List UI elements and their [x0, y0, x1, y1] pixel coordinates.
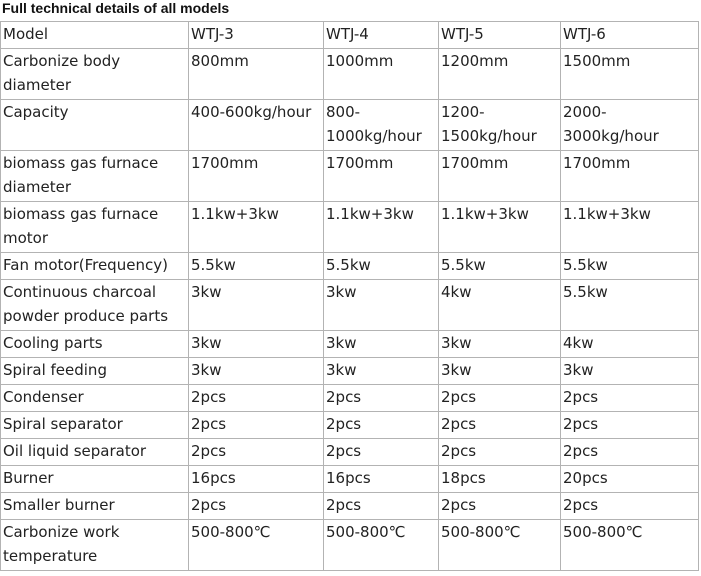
header-cell-wtj-3: WTJ-3 [189, 22, 324, 49]
row-label: Burner [1, 466, 189, 493]
table-cell: 2pcs [439, 493, 561, 520]
table-cell: 800mm [189, 49, 324, 100]
row-label: Continuous charcoal powder produce parts [1, 280, 189, 331]
row-label: Spiral feeding [1, 358, 189, 385]
table-cell: 2pcs [561, 412, 699, 439]
table-cell: 1.1kw+3kw [324, 202, 439, 253]
header-cell-wtj-4: WTJ-4 [324, 22, 439, 49]
table-cell: 400-600kg/hour [189, 100, 324, 151]
table-cell: 5.5kw [561, 280, 699, 331]
table-row [1, 253, 699, 280]
table-cell: 20pcs [561, 466, 699, 493]
table-cell: 3kw [439, 358, 561, 385]
table-cell: 2pcs [189, 412, 324, 439]
table-row [1, 439, 699, 466]
table-cell: 3kw [189, 358, 324, 385]
table-cell: 1200mm [439, 49, 561, 100]
table-cell: 1700mm [561, 151, 699, 202]
table-cell: 3kw [439, 331, 561, 358]
table-row [1, 49, 699, 100]
table-row [1, 412, 699, 439]
table-row [1, 466, 699, 493]
table-cell: 2pcs [189, 385, 324, 412]
table-cell: 5.5kw [324, 253, 439, 280]
table-cell: 500-800℃ [439, 520, 561, 571]
table-cell: 1700mm [439, 151, 561, 202]
table-row [1, 202, 699, 253]
table-cell: 5.5kw [439, 253, 561, 280]
header-cell-model: Model [1, 22, 189, 49]
table-cell: 3kw [324, 331, 439, 358]
page-title: Full technical details of all models [2, 0, 230, 16]
table-cell: 500-800℃ [324, 520, 439, 571]
table-cell: 5.5kw [189, 253, 324, 280]
table-cell: 2pcs [189, 439, 324, 466]
row-label: biomass gas furnace diameter [1, 151, 189, 202]
table-row [1, 358, 699, 385]
table-cell: 2pcs [561, 439, 699, 466]
table-cell: 4kw [561, 331, 699, 358]
table-cell: 2pcs [439, 385, 561, 412]
table-cell: 2pcs [324, 493, 439, 520]
row-label: Capacity [1, 100, 189, 151]
row-label: Spiral separator [1, 412, 189, 439]
table-cell: 3kw [324, 280, 439, 331]
table-cell: 4kw [439, 280, 561, 331]
row-label: Condenser [1, 385, 189, 412]
table-cell: 800-1000kg/hour [324, 100, 439, 151]
table-row [1, 151, 699, 202]
table-cell: 1.1kw+3kw [439, 202, 561, 253]
table-cell: 2pcs [324, 385, 439, 412]
row-label: Oil liquid separator [1, 439, 189, 466]
table-cell: 3kw [561, 358, 699, 385]
table-cell: 2pcs [439, 439, 561, 466]
row-label: Carbonize work temperature [1, 520, 189, 571]
table-cell: 1000mm [324, 49, 439, 100]
table-cell: 500-800℃ [561, 520, 699, 571]
table-row [1, 520, 699, 571]
table-cell: 2pcs [439, 412, 561, 439]
table-cell: 2pcs [189, 493, 324, 520]
row-label: Fan motor(Frequency) [1, 253, 189, 280]
table-cell: 5.5kw [561, 253, 699, 280]
table-cell: 1700mm [324, 151, 439, 202]
table-cell: 2pcs [324, 439, 439, 466]
table-cell: 2pcs [324, 412, 439, 439]
table-cell: 1200-1500kg/hour [439, 100, 561, 151]
table-cell: 3kw [324, 358, 439, 385]
table-cell: 3kw [189, 280, 324, 331]
table-cell: 3kw [189, 331, 324, 358]
row-label: Smaller burner [1, 493, 189, 520]
specs-table [0, 21, 699, 571]
table-row [1, 280, 699, 331]
row-label: biomass gas furnace motor [1, 202, 189, 253]
header-cell-wtj-6: WTJ-6 [561, 22, 699, 49]
table-cell: 2000-3000kg/hour [561, 100, 699, 151]
table-cell: 1500mm [561, 49, 699, 100]
row-label: Carbonize body diameter [1, 49, 189, 100]
table-cell: 16pcs [189, 466, 324, 493]
table-row [1, 493, 699, 520]
table-row [1, 100, 699, 151]
table-cell: 16pcs [324, 466, 439, 493]
row-label: Cooling parts [1, 331, 189, 358]
table-cell: 2pcs [561, 493, 699, 520]
table-row [1, 385, 699, 412]
table-header-row [1, 22, 699, 49]
table-cell: 18pcs [439, 466, 561, 493]
header-cell-wtj-5: WTJ-5 [439, 22, 561, 49]
table-cell: 1.1kw+3kw [189, 202, 324, 253]
table-cell: 500-800℃ [189, 520, 324, 571]
table-row [1, 331, 699, 358]
table-cell: 2pcs [561, 385, 699, 412]
table-cell: 1.1kw+3kw [561, 202, 699, 253]
table-cell: 1700mm [189, 151, 324, 202]
